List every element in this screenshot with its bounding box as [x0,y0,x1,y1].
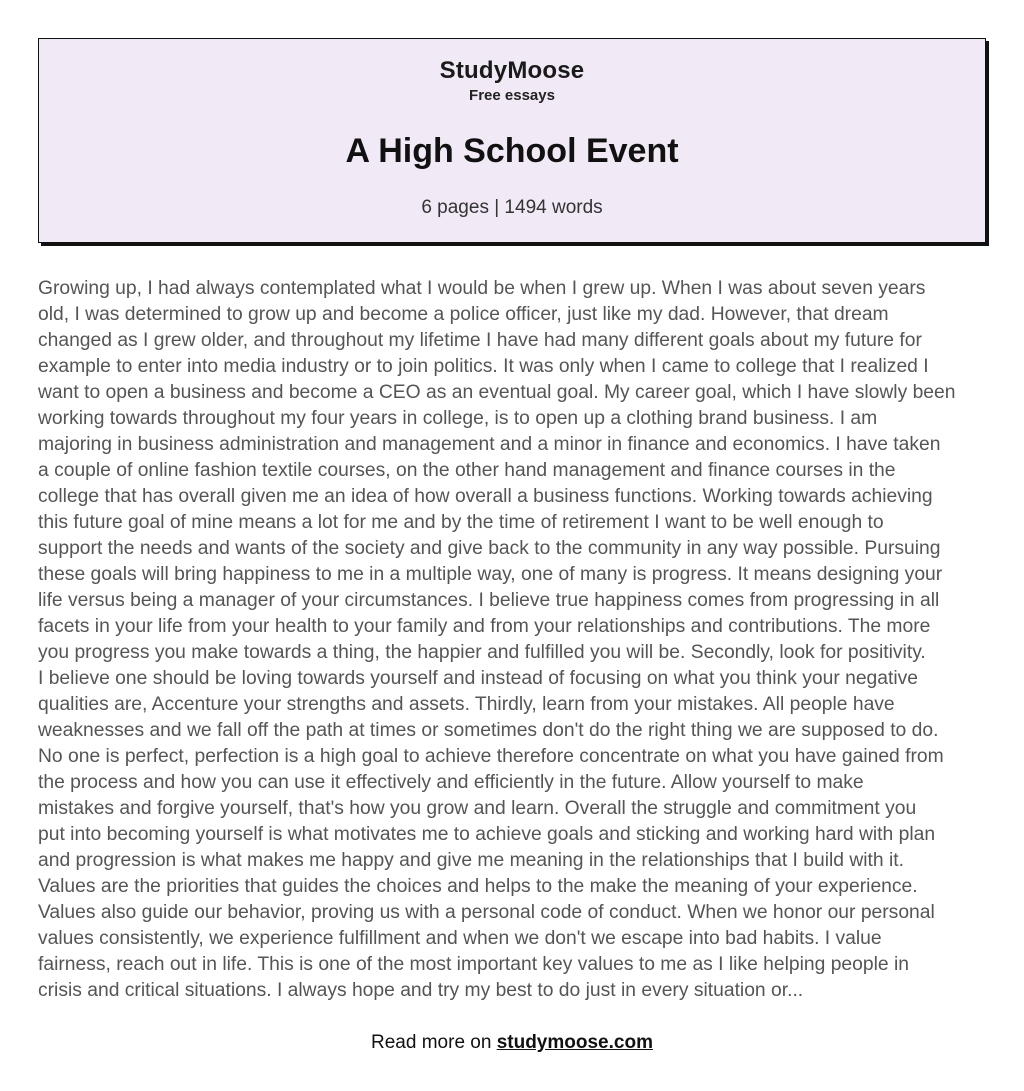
essay-meta: 6 pages | 1494 words [421,197,603,218]
studymoose-link[interactable]: studymoose.com [496,1032,653,1053]
essay-line: a couple of online fashion textile courses, on the other hand management and finance courses in the [38,460,896,481]
footer [0,1032,1024,1054]
brand-logo: StudyMoose [439,57,585,84]
essay-line: this future goal of mine means a lot for me and by the time of retirement I want to be well enough to [38,512,884,533]
essay-line: changed as I grew older, and throughout my lifetime I have had many different goals about my future for [38,330,922,351]
essay-line: Growing up, I had always contemplated what I would be when I grew up. When I was about seven years [38,278,926,299]
essay-line: old, I was determined to grow up and become a police officer, just like my dad. However, that dream [38,304,889,325]
essay-line: want to open a business and become a CEO as an eventual goal. My career goal, which I have slowly been [38,382,956,403]
essay-line: put into becoming yourself is what motivates me to achieve goals and sticking and working hard with plan [38,824,936,845]
footer-prefix: Read more on [371,1032,492,1053]
essay-line: fairness, reach out in life. This is one of the most important key values to me as I like helping people in [38,954,909,975]
essay-line: support the needs and wants of the society and give back to the community in any way possible. Pursuing [38,538,941,559]
essay-line: Values also guide our behavior, proving us with a personal code of conduct. When we honor our personal [38,902,935,923]
essay-header [38,38,986,243]
essay-line: you progress you make towards a thing, the happier and fulfilled you will be. Secondly, look for positivity. [38,642,926,663]
essay-line: mistakes and forgive yourself, that's how you grow and learn. Overall the struggle and commitment you [38,798,917,819]
essay-line: working towards throughout my four years in college, is to open up a clothing brand business. I am [38,408,878,429]
essay-line: values consistently, we experience fulfillment and when we don't we escape into bad habits. I value [38,928,882,949]
essay-line: example to enter into media industry or to join politics. It was only when I came to college that I realized I [38,356,929,377]
essay-line: and progression is what makes me happy and give me meaning in the relationships that I build with it. [38,850,904,871]
essay-body [38,276,998,1004]
essay-line: the process and how you can use it effectively and efficiently in the future. Allow yourself to make [38,772,864,793]
essay-line: weaknesses and we fall off the path at times or sometimes don't do the right thing we are supposed to do. [38,720,939,741]
essay-line: Values are the priorities that guides the choices and helps to the make the meaning of your experience. [38,876,918,897]
essay-line: crisis and critical situations. I always hope and try my best to do just in every situation or... [38,980,804,1001]
essay-line: facets in your life from your health to your family and from your relationships and contributions. The more [38,616,931,637]
essay-line: life versus being a manager of your circumstances. I believe true happiness comes from progressing in all [38,590,940,611]
essay-line: majoring in business administration and management and a minor in finance and economics. I have taken [38,434,941,455]
essay-line: I believe one should be loving towards yourself and instead of focusing on what you think your negative [38,668,918,689]
essay-line: college that has overall given me an idea of how overall a business functions. Working towards achieving [38,486,933,507]
brand-tagline: Free essays [469,87,555,104]
page-title: A High School Event [345,132,679,170]
essay-line: No one is perfect, perfection is a high goal to achieve therefore concentrate on what you have gained from [38,746,944,767]
essay-line: qualities are, Accenture your strengths and assets. Thirdly, learn from your mistakes. All people have [38,694,895,715]
essay-line: these goals will bring happiness to me in a multiple way, one of many is progress. It means designing your [38,564,943,585]
